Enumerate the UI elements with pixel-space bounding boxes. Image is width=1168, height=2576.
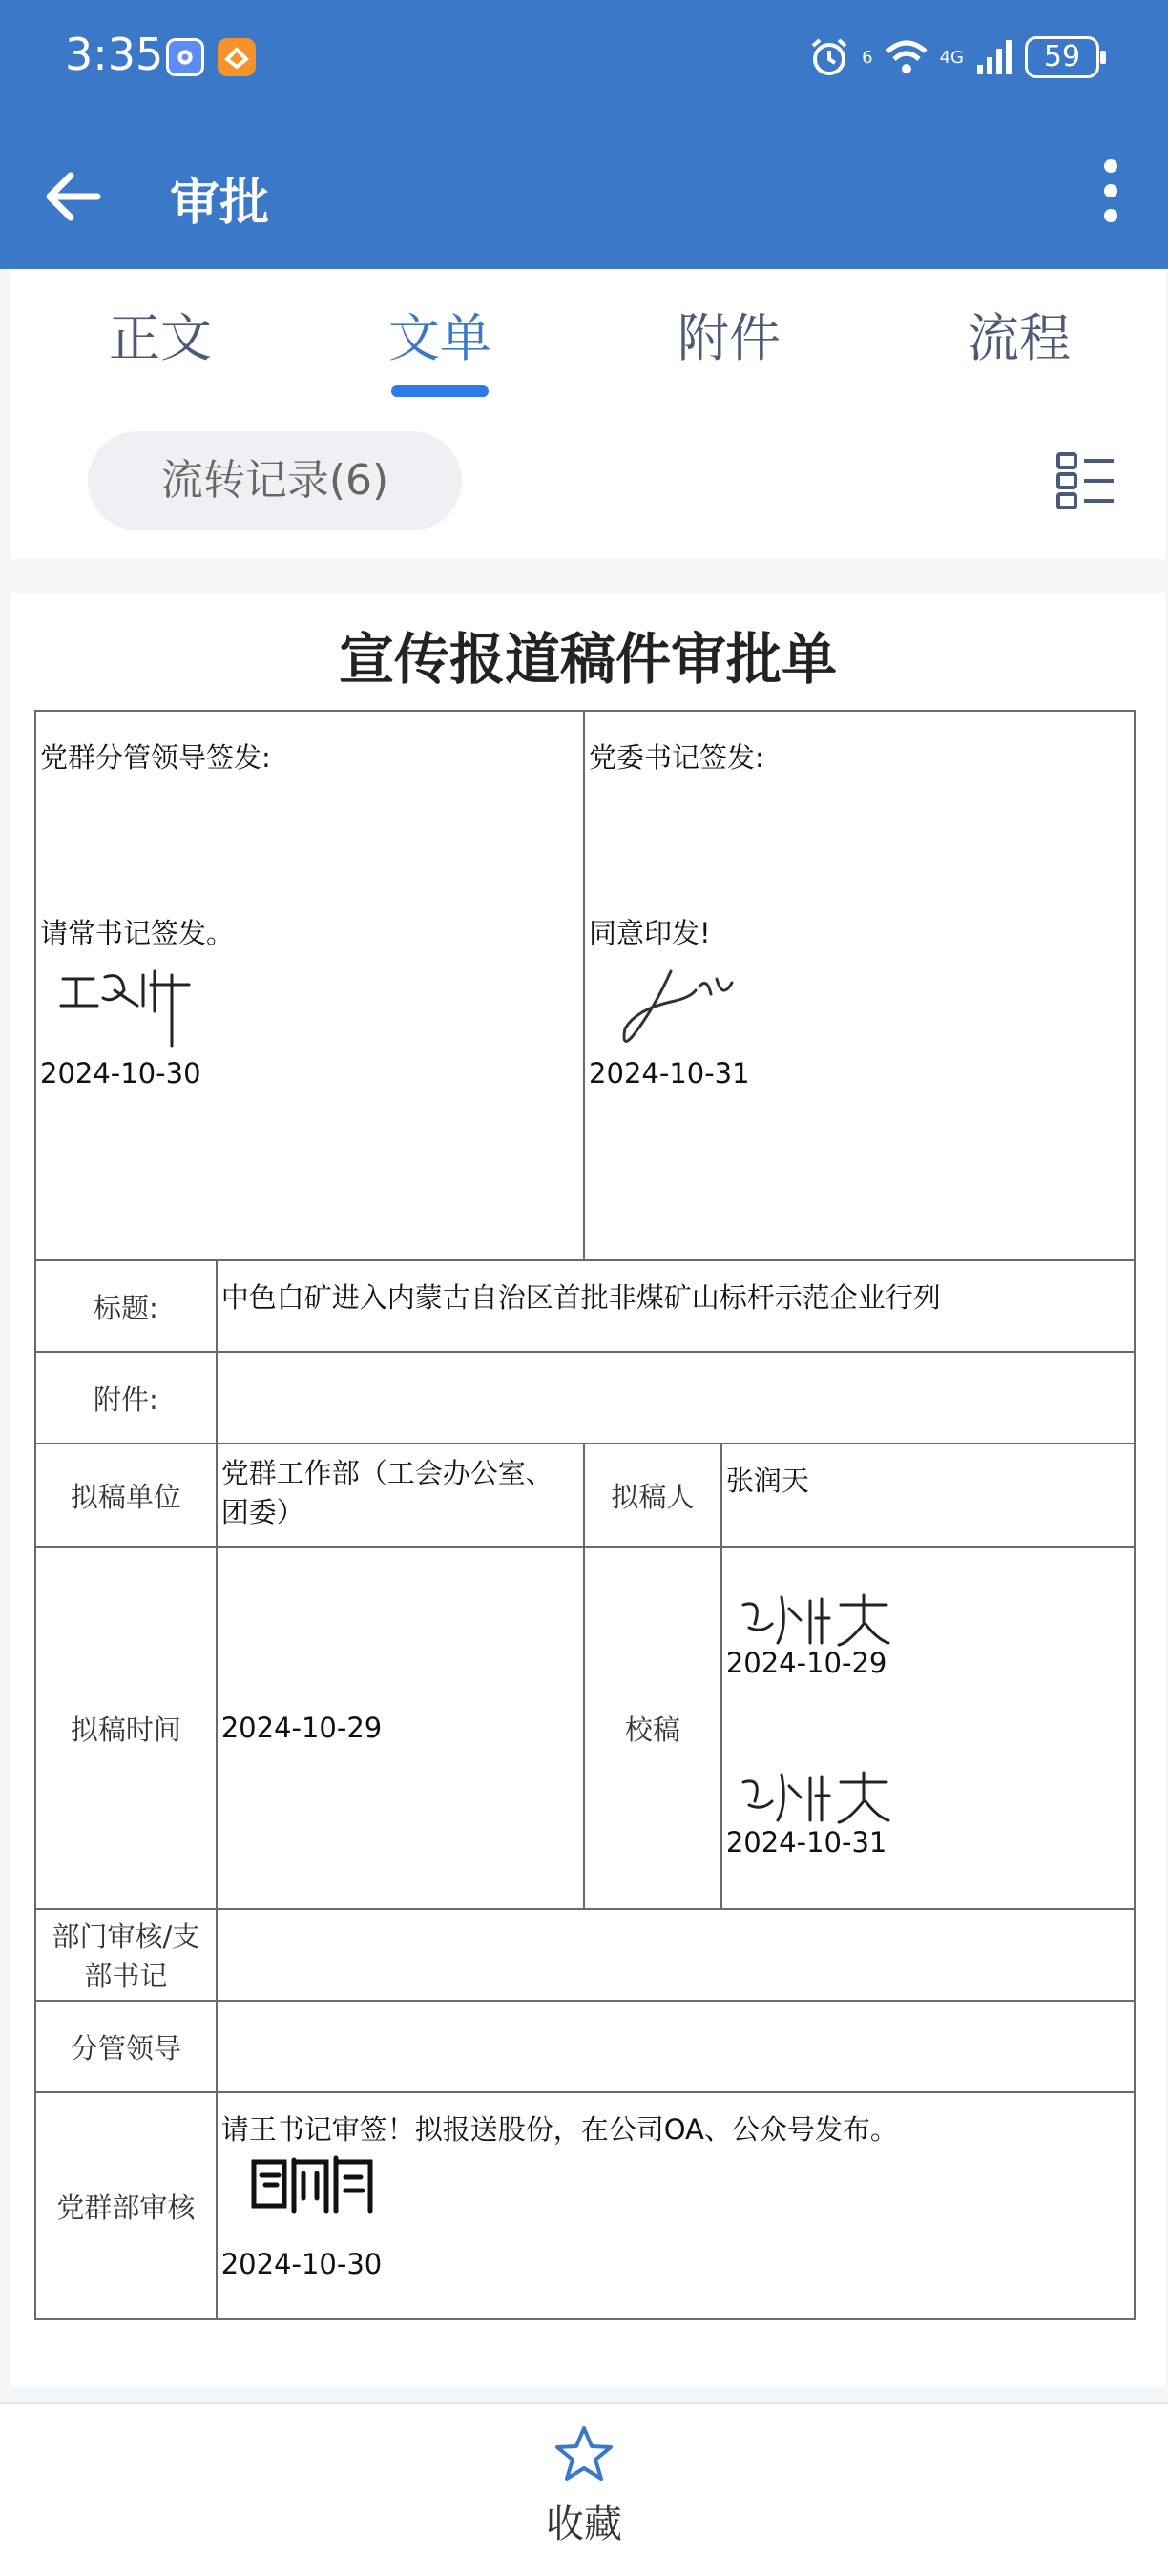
status-time: 3:35 <box>65 29 164 80</box>
leader-sign-date: 2024-10-30 <box>40 1057 201 1090</box>
bottom-bar <box>0 2402 1168 2576</box>
approval-table <box>34 710 1136 2320</box>
form-title: 宣传报道稿件审批单 <box>338 627 837 692</box>
battery-icon: 59 <box>1025 36 1099 78</box>
transfer-records-button[interactable]: 流转记录(6) <box>88 431 462 530</box>
party-review-label: 党群部审核 <box>35 2092 217 2319</box>
proofread-date-1: 2024-10-29 <box>725 1647 887 1679</box>
proofread-date-2: 2024-10-31 <box>725 1826 887 1859</box>
draft-time-value: 2024-10-29 <box>217 1547 584 1909</box>
party-review-date: 2024-10-30 <box>220 2248 383 2280</box>
list-view-icon <box>1055 450 1116 511</box>
proofread-label: 校稿 <box>584 1547 721 1909</box>
signature-image-5 <box>246 2149 380 2225</box>
active-tab-indicator <box>391 385 489 397</box>
favorite-label: 收藏 <box>546 2503 622 2546</box>
nav-bar <box>0 134 1168 248</box>
status-bar <box>0 0 1168 114</box>
more-vertical-icon <box>1082 153 1139 229</box>
party-review-cell <box>217 2092 1135 2319</box>
title-label: 标题: <box>35 1260 217 1352</box>
app-header <box>0 0 1168 269</box>
tab-body[interactable]: 正文 <box>109 308 212 368</box>
alarm-icon <box>808 36 850 78</box>
leader-sign-cell <box>35 711 584 1260</box>
wifi-superscript: 6 <box>862 47 873 68</box>
app-notification-icon-2 <box>218 38 256 76</box>
secretary-sign-label: 党委书记签发: <box>589 741 764 774</box>
signature-image-3 <box>734 1586 896 1652</box>
wifi-icon <box>885 38 928 76</box>
app-notification-icon <box>166 38 204 76</box>
signature-image <box>55 962 198 1049</box>
drafting-unit-label: 拟稿单位 <box>35 1444 217 1547</box>
title-value: 中色白矿进入内蒙古自治区首批非煤矿山标杆示范企业行列 <box>217 1260 1135 1352</box>
leader-sign-opinion: 请常书记签发。 <box>40 917 235 949</box>
star-icon <box>553 2423 615 2486</box>
secretary-sign-cell <box>584 711 1135 1260</box>
tab-bar <box>10 269 1166 403</box>
proofread-cell <box>721 1547 1135 1909</box>
secretary-sign-opinion: 同意印发! <box>589 917 711 949</box>
leader-row-value <box>217 2001 1135 2092</box>
signature-image-4 <box>734 1763 896 1830</box>
drafting-unit-value: 党群工作部（工会办公室、团委） <box>217 1444 584 1547</box>
favorite-button[interactable] <box>536 2423 632 2548</box>
attachment-value <box>217 1352 1135 1444</box>
party-review-opinion: 请王书记审签！拟报送股份，在公司OA、公众号发布。 <box>220 2113 898 2146</box>
arrow-left-icon <box>38 158 115 235</box>
more-options-button[interactable] <box>1082 153 1139 229</box>
drafter-value: 张润天 <box>721 1444 1135 1547</box>
status-right <box>808 27 1099 88</box>
attachment-label: 附件: <box>35 1352 217 1444</box>
tab-form[interactable]: 文单 <box>388 308 491 368</box>
list-view-button[interactable] <box>1055 450 1116 511</box>
drafter-label: 拟稿人 <box>584 1444 721 1547</box>
signature-image-2 <box>604 962 747 1049</box>
tab-panel <box>10 269 1166 559</box>
secretary-sign-date: 2024-10-31 <box>589 1057 750 1090</box>
tab-process[interactable]: 流程 <box>968 308 1071 368</box>
leader-sign-label: 党群分管领导签发: <box>40 741 271 774</box>
tab-attachments[interactable]: 附件 <box>678 308 781 368</box>
leader-row-label: 分管领导 <box>35 2001 217 2092</box>
network-type: 4G <box>939 47 964 68</box>
approval-form <box>10 593 1166 2387</box>
page-title: 审批 <box>170 175 270 232</box>
back-button[interactable] <box>38 158 115 235</box>
draft-time-label: 拟稿时间 <box>35 1547 217 1909</box>
dept-review-label: 部门审核/支部书记 <box>35 1909 217 2001</box>
signal-icon <box>975 38 1013 76</box>
dept-review-value <box>217 1909 1135 2001</box>
